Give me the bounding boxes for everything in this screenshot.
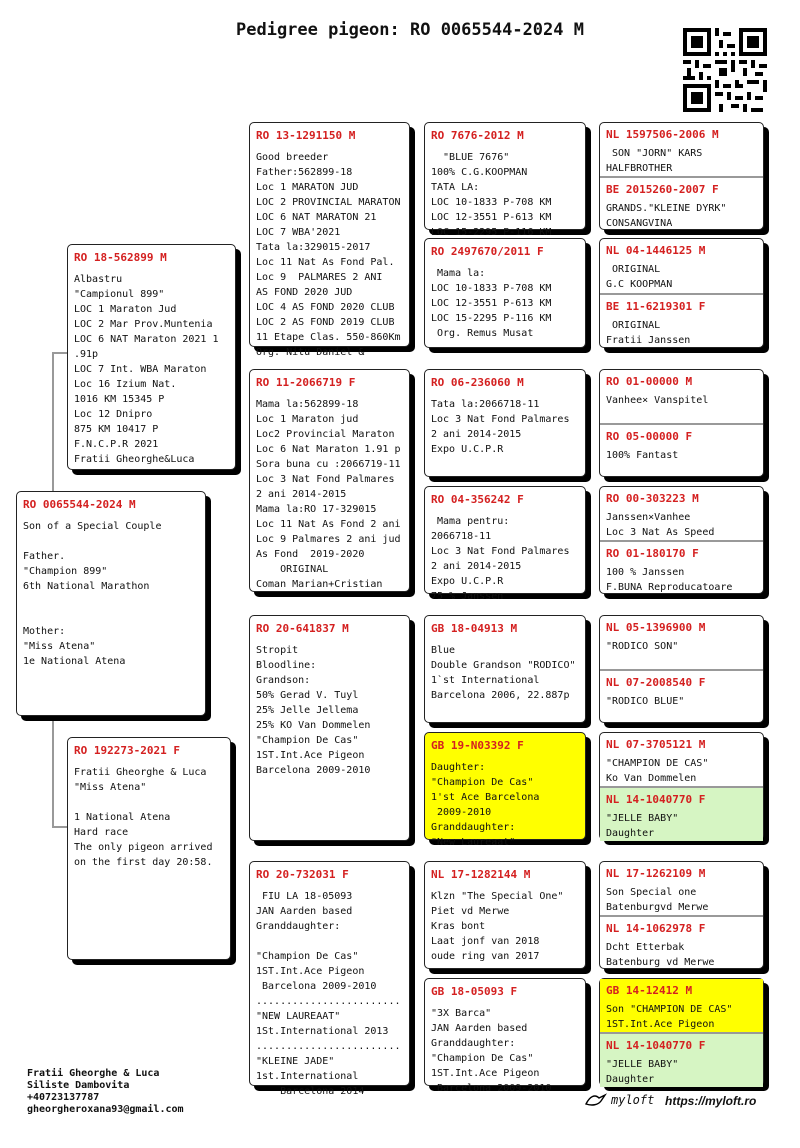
great-grandparent-card-highlighted bbox=[424, 732, 586, 848]
connector-line bbox=[52, 352, 54, 492]
card-text: Good breeder Father:562899-18 Loc 1 MARATON JUD LOC 2 PROVINCIAL MARATON LOC 6 NAT MARATON 21 LOC 7 WBA'2021 Tata la:329015-2017 Loc 11 Nat As Fond Pal. Loc 9 PALMARES 2 ANI AS FOND 2020 JUD LOC 4 AS FOND 2020 CLUB LOC 2 AS FOND 2019 CLUB 11 Etape Clas. 550-860Km Org. Nitu Daniel & bbox=[256, 152, 401, 358]
card-text: Stropit Bloodline: Grandson: 50% Gerad V. Tuyl 25% Jelle Jellema 25% KO Van Dommelen "Champion De Cas" 1ST.Int.Ace Pigeon Barcelona 2009-2010 bbox=[256, 645, 371, 776]
ancestor-entry-highlighted bbox=[600, 788, 763, 841]
great-grandparent-card bbox=[424, 861, 586, 969]
ring-number: BE 11-6219301 F bbox=[606, 300, 706, 313]
ring-number: RO 20-732031 F bbox=[256, 868, 349, 881]
connector-line bbox=[52, 716, 54, 826]
ring-number: RO 01-00000 M bbox=[606, 375, 693, 388]
ring-number: RO 05-00000 F bbox=[606, 430, 693, 443]
ring-number: NL 05-1396900 M bbox=[606, 621, 706, 634]
ring-number: NL 17-1262109 M bbox=[606, 867, 706, 880]
ancestor-entry bbox=[600, 671, 763, 724]
ancestor-entry bbox=[600, 239, 763, 294]
ancestor-entry bbox=[600, 616, 763, 670]
ring-number: NL 17-1282144 M bbox=[431, 868, 531, 881]
owner-email[interactable]: gheorgheroxana93@gmail.com bbox=[27, 1104, 184, 1115]
ancestor-pair-box bbox=[599, 978, 764, 1086]
ancestor-pair-box bbox=[599, 238, 764, 348]
ring-number: NL 07-2008540 F bbox=[606, 676, 706, 689]
card-text: Janssen×Vanhee Loc 3 Nat As Speed bbox=[606, 512, 715, 538]
ancestor-pair-box bbox=[599, 486, 764, 594]
card-text: ORIGINAL Fratii Janssen bbox=[606, 320, 691, 346]
owner-phone[interactable]: +40723137787 bbox=[27, 1092, 100, 1103]
card-text: Son Special one Batenburgvd Merwe bbox=[606, 887, 709, 913]
card-text: Fratii Gheorghe & Luca "Miss Atena" 1 National Atena Hard race The only pigeon arrived on the first day 20:58. bbox=[74, 767, 213, 868]
ancestor-entry-highlighted bbox=[600, 979, 763, 1033]
ancestor-pair-box bbox=[599, 615, 764, 723]
ring-number: RO 7676-2012 M bbox=[431, 129, 524, 142]
card-text: GRANDS."KLEINE DYRK" CONSANGVINA bbox=[606, 203, 727, 229]
ring-number: RO 20-641837 M bbox=[256, 622, 349, 635]
ring-number: GB 14-12412 M bbox=[606, 984, 693, 997]
great-grandparent-card bbox=[424, 486, 586, 602]
ring-number: RO 2497670/2011 F bbox=[431, 245, 544, 258]
ring-number: NL 07-3705121 M bbox=[606, 738, 706, 751]
ring-number: RO 00-303223 M bbox=[606, 492, 699, 505]
sire-card bbox=[67, 244, 236, 470]
card-text: Daughter: "Champion De Cas" 1'st Ace Barcelona 2009-2010 Granddaughter: "New Laureaat" bbox=[431, 762, 540, 848]
ancestor-entry bbox=[600, 542, 763, 595]
card-text: Klzn "The Special One" Piet vd Merwe Kras bont Laat jonf van 2018 oude ring van 2017 bbox=[431, 891, 564, 962]
grandparent-card bbox=[249, 122, 410, 358]
card-text: SON "JORN" KARS HALFBROTHER bbox=[606, 148, 703, 174]
ancestor-entry bbox=[600, 917, 763, 970]
great-grandparent-card bbox=[424, 238, 586, 348]
card-text: Vanhee× Vanspitel bbox=[606, 395, 709, 406]
brand-logo bbox=[585, 1092, 654, 1108]
grandparent-card bbox=[249, 369, 410, 592]
ring-number: RO 11-2066719 F bbox=[256, 376, 356, 389]
ring-number: NL 14-1040770 F bbox=[606, 793, 706, 806]
card-text: 100% Fantast bbox=[606, 450, 679, 461]
card-text: Albastru "Campionul 899" LOC 1 Maraton Jud LOC 2 Mar Prov.Muntenia LOC 6 NAT Maraton 2021 1 .91p LOC 7 Int. WBA Maraton Loc 16 Izium Nat. 1016 KM 15345 P Loc 12 Dnipro 875 KM 10417 P F.N.C.P.R 2021 Fratii Gheorghe&Luca bbox=[74, 274, 219, 465]
pigeon-icon bbox=[585, 1092, 607, 1108]
great-grandparent-card bbox=[424, 978, 586, 1094]
great-grandparent-card bbox=[424, 122, 586, 238]
dam-card bbox=[67, 737, 231, 960]
ancestor-entry bbox=[600, 733, 763, 787]
owner-contact bbox=[27, 1068, 184, 1116]
ancestor-entry bbox=[600, 370, 763, 424]
ring-number: RO 192273-2021 F bbox=[74, 744, 180, 757]
card-text: Mama pentru: 2066718-11 Loc 3 Nat Fond Palmares 2 ani 2014-2015 Expo U.C.P.R 75 % Janssen bbox=[431, 516, 570, 602]
connector-line bbox=[52, 352, 68, 354]
card-text: "RODICO SON" bbox=[606, 641, 679, 652]
card-text: "RODICO BLUE" bbox=[606, 696, 685, 707]
grandparent-card bbox=[249, 861, 410, 1097]
card-text: FIU LA 18-05093 JAN Aarden based Granddaughter: "Champion De Cas" 1ST.Int.Ace Pigeon Barcelona 2009-2010 ........................ "NEW LAUREAAT" 1St.International 2013 ........................ "KLEINE JADE" 1st.International Barcelona 2014 bbox=[256, 891, 401, 1097]
card-text: "BLUE 7676" 100% C.G.KOOPMAN TATA LA: LOC 10-1833 P-708 KM LOC 12-3551 P-613 KM LOC 15-2295 P-116 KM bbox=[431, 152, 552, 238]
ancestor-entry bbox=[600, 425, 763, 478]
ring-number: NL 1597506-2006 M bbox=[606, 128, 719, 141]
card-text: Son of a Special Couple Father. "Champion 899" 6th National Marathon Mother: "Miss Atena" 1e National Atena bbox=[23, 521, 162, 667]
ring-number: RO 06-236060 M bbox=[431, 376, 524, 389]
card-text: Dcht Etterbak Batenburg vd Merwe bbox=[606, 942, 715, 968]
card-text: 100 % Janssen F.BUNA Reproducatoare bbox=[606, 567, 733, 593]
ancestor-pair-box bbox=[599, 122, 764, 230]
great-grandparent-card bbox=[424, 615, 586, 723]
card-text: Mama la:562899-18 Loc 1 Maraton jud Loc2 Provincial Maraton Loc 6 Nat Maraton 1.91 p Sora buna cu :2066719-11 Loc 3 Nat Fond Palmares 2 ani 2014-2015 Mama la:RO 17-329015 Loc 11 Nat As Fond 2 ani Loc 9 Palmares 2 ani jud As Fond 2019-2020 ORIGINAL Coman Marian+Cristian bbox=[256, 399, 401, 590]
ancestor-entry-highlighted bbox=[600, 1034, 763, 1087]
card-text: "CHAMPION DE CAS" Ko Van Dommelen bbox=[606, 758, 709, 784]
card-text: Tata la:2066718-11 Loc 3 Nat Fond Palmares 2 ani 2014-2015 Expo U.C.P.R bbox=[431, 399, 570, 455]
page-title: Pedigree pigeon: RO 0065544-2024 M bbox=[236, 20, 584, 40]
ancestor-entry bbox=[600, 487, 763, 541]
card-text: ORIGINAL G.C KOOPMAN bbox=[606, 264, 673, 290]
ring-number: NL 14-1062978 F bbox=[606, 922, 706, 935]
ring-number: NL 14-1040770 F bbox=[606, 1039, 706, 1052]
connector-line bbox=[52, 826, 68, 828]
ancestor-entry bbox=[600, 295, 763, 349]
ring-number: BE 2015260-2007 F bbox=[606, 183, 719, 196]
card-text: "JELLE BABY" Daughter bbox=[606, 813, 679, 839]
ancestor-pair-box bbox=[599, 861, 764, 969]
ring-number: RO 0065544-2024 M bbox=[23, 498, 136, 511]
logo-text: myloft bbox=[611, 1093, 655, 1107]
great-grandparent-card bbox=[424, 369, 586, 477]
ancestor-entry bbox=[600, 123, 763, 177]
website-link[interactable]: https://myloft.ro bbox=[665, 1094, 757, 1108]
grandparent-card bbox=[249, 615, 410, 841]
ring-number: GB 19-N03392 F bbox=[431, 739, 524, 752]
qr-code-icon bbox=[683, 28, 767, 112]
card-text: Mama la: LOC 10-1833 P-708 KM LOC 12-3551 P-613 KM LOC 15-2295 P-116 KM Org. Remus Musat bbox=[431, 268, 552, 339]
ancestor-pair-box bbox=[599, 369, 764, 477]
card-text: Son "CHAMPION DE CAS" 1ST.Int.Ace Pigeon bbox=[606, 1004, 733, 1030]
ring-number: NL 04-1446125 M bbox=[606, 244, 706, 257]
card-text: "JELLE BABY" Daughter bbox=[606, 1059, 679, 1085]
ring-number: RO 04-356242 F bbox=[431, 493, 524, 506]
ring-number: RO 13-1291150 M bbox=[256, 129, 356, 142]
owner-location: Siliste Dambovita bbox=[27, 1080, 130, 1091]
ring-number: GB 18-05093 F bbox=[431, 985, 518, 998]
card-text: "3X Barca" JAN Aarden based Granddaughter: "Champion De Cas" 1ST.Int.Ace Pigeon Barcelona 2009-2010 bbox=[431, 1008, 552, 1094]
ancestor-entry bbox=[600, 862, 763, 916]
ancestor-entry bbox=[600, 178, 763, 231]
ring-number: GB 18-04913 M bbox=[431, 622, 518, 635]
ring-number: RO 01-180170 F bbox=[606, 547, 699, 560]
ring-number: RO 18-562899 M bbox=[74, 251, 167, 264]
card-text: Blue Double Grandson "RODICO" 1`st International Barcelona 2006, 22.887p bbox=[431, 645, 576, 701]
owner-name: Fratii Gheorghe & Luca bbox=[27, 1068, 160, 1079]
ancestor-pair-box bbox=[599, 732, 764, 840]
subject-card bbox=[16, 491, 206, 716]
